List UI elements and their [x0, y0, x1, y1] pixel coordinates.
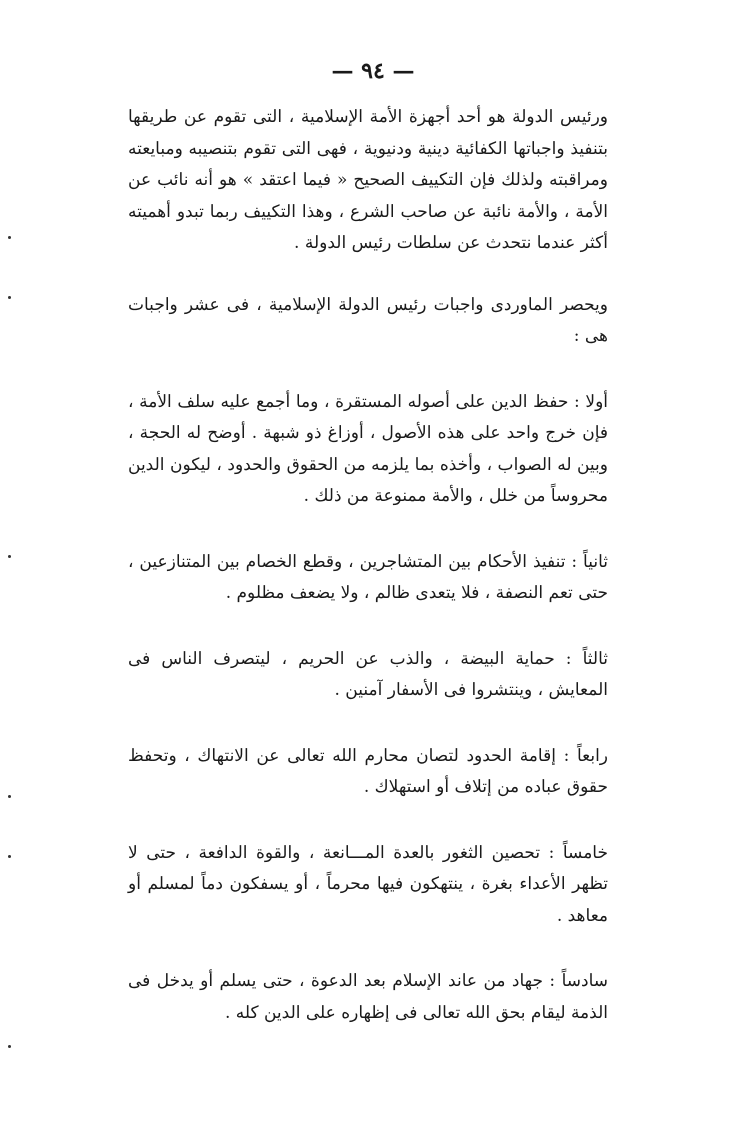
page-body — [128, 102, 608, 1063]
scan-speck — [8, 795, 11, 798]
paragraph-duty-2: ثانياً : تنفيذ الأحكام بين المتشاجرين ، وقطع الخصام بين المتنازعين ، حتى تعم النصفة ، فلا يتعدى ظالم ، ولا يضعف مظلوم . — [128, 551, 608, 603]
paragraph-duty-1: أولا : حفظ الدين على أصوله المستقرة ، وما أجمع عليه سلف الأمة ، فإن خرج واحد على هذه الأصول ، أوزاغ ذو شبهة . أوضح له الحجة ، وبين له الصواب ، وأخذه بما يلزمه من الحقوق والحدود ، ليكون الدين محروساً من خلل ، والأمة ممنوعة من ذلك . — [128, 391, 608, 506]
scan-speck — [8, 296, 11, 299]
paragraph-duty-6: سادساً : جهاد من عاند الإسلام بعد الدعوة ، حتى يسلم أو يدخل فى الذمة ليقام بحق الله تعالى فى إظهاره على الدين كله . — [128, 971, 608, 1023]
scan-speck — [8, 1045, 11, 1048]
paragraph-mawardi-duties: ويحصر الماوردى واجبات رئيس الدولة الإسلامية ، فى عشر واجبات هى : — [128, 294, 608, 346]
page-number: — ٩٤ — — [331, 58, 415, 84]
scan-speck — [8, 555, 11, 558]
paragraph-duty-4: رابعاً : إقامة الحدود لتصان محارم الله تعالى عن الانتهاك ، وتحفظ حقوق عباده من إتلاف أو استهلاك . — [128, 745, 608, 797]
scan-speck — [8, 855, 11, 858]
paragraph-duty-5: خامساً : تحصين الثغور بالعدة المـــانعة ، والقوة الدافعة ، حتى لا تظهر الأعداء بغرة ، ينتهكون فيها محرماً ، أو يسفكون دماً لمسلم أو معاهد . — [128, 842, 608, 926]
scan-speck — [8, 236, 11, 239]
paragraph-head-of-state: ورئيس الدولة هو أحد أجهزة الأمة الإسلامية ، التى تقوم عن طريقها بتنفيذ واجباتها الكفائية دينية ودنيوية ، فهى التى تقوم بتنصيبه ومبايعته ومراقبته ولذلك فإن التكييف الصحيح « فيما اعتقد » هو أنه نائب عن الأمة ، والأمة نائبة عن صاحب الشرع ، وهذا التكييف ربما تبدو أهميته أكثر عندما نتحدث عن سلطات رئيس الدولة . — [128, 107, 608, 253]
paragraph-duty-3: ثالثاً : حماية البيضة ، والذب عن الحريم ، ليتصرف الناس فى المعايش ، وينتشروا فى الأسفار آمنين . — [128, 648, 608, 700]
